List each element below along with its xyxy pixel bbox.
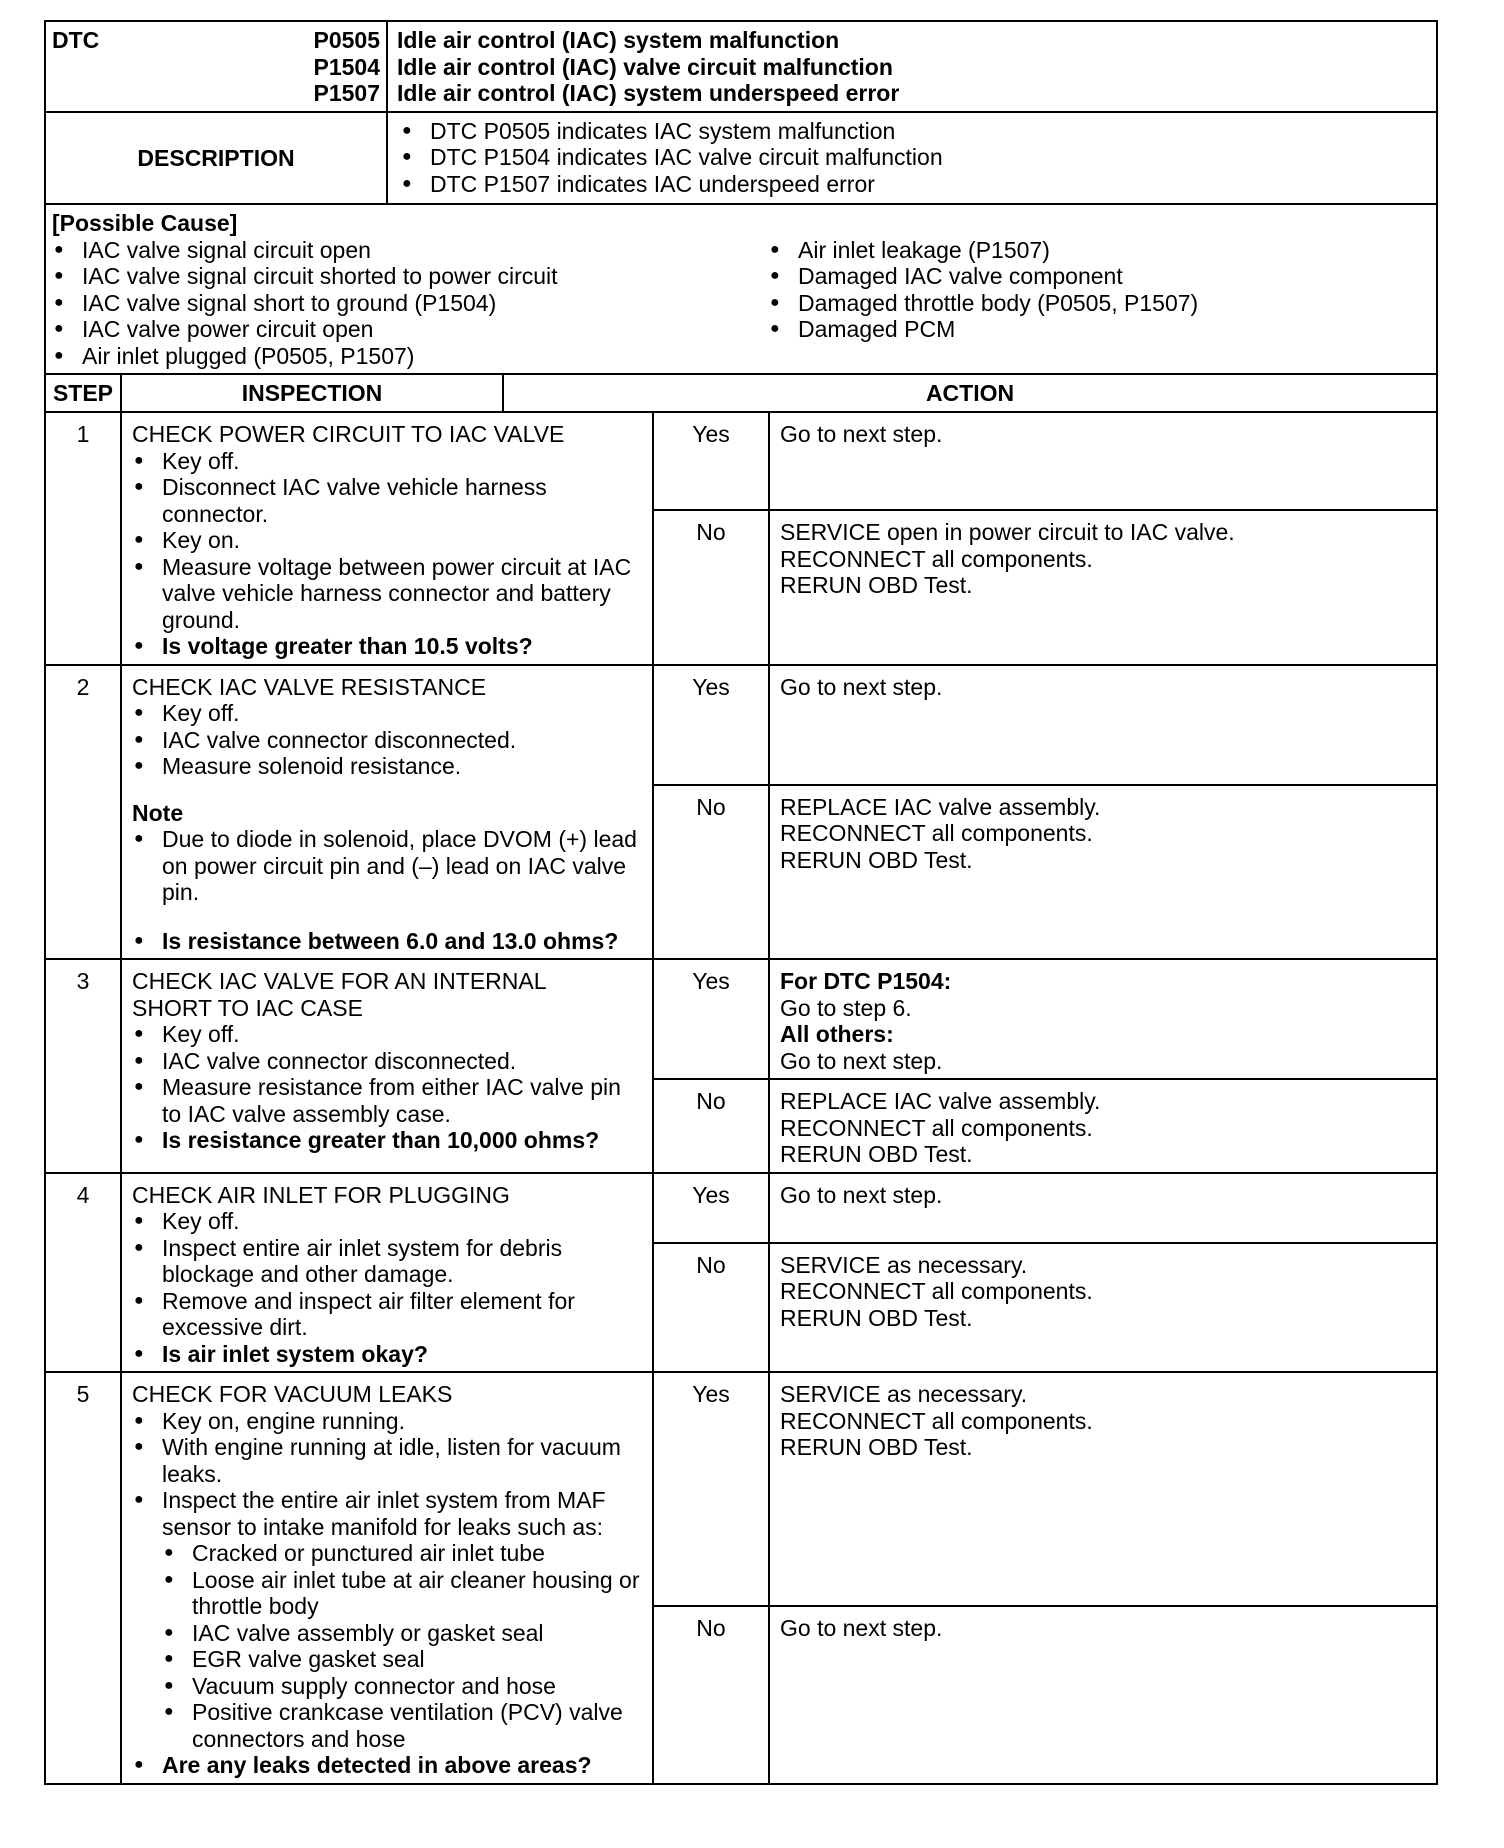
step-question: ● Are any leaks detected in above areas? xyxy=(132,1752,644,1779)
step-item-list xyxy=(132,1208,644,1367)
action-line: SERVICE as necessary. xyxy=(780,1251,1028,1278)
step-3-yes-row xyxy=(45,959,1437,1079)
column-header-action: ACTION xyxy=(503,374,1437,412)
dtc-table xyxy=(44,20,1438,413)
step-title: CHECK POWER CIRCUIT TO IAC VALVE xyxy=(132,421,565,447)
step-title: CHECK IAC VALVE FOR AN INTERNAL xyxy=(132,968,547,994)
step-number: 1 xyxy=(45,412,121,665)
step-item: ● Key off. xyxy=(132,700,644,727)
note-list xyxy=(132,826,644,906)
step-item: ● Remove and inspect air filter element for excessive dirt. xyxy=(132,1288,644,1341)
possible-cause-item: ● Damaged PCM xyxy=(768,316,1408,343)
possible-cause-item: ● Air inlet leakage (P1507) xyxy=(768,237,1408,264)
possible-cause-cell xyxy=(45,204,1437,374)
step-1-yes-row xyxy=(45,412,1437,510)
step-inspection xyxy=(121,412,653,665)
yes-action xyxy=(769,1372,1437,1606)
step-item: ● Measure voltage between power circuit at IAC valve vehicle harness connector and battery ground. xyxy=(132,554,644,634)
possible-cause-item: ● IAC valve power circuit open xyxy=(52,316,768,343)
step-item-list xyxy=(132,448,644,660)
step-item: ● Key off. xyxy=(132,1208,644,1235)
yes-action xyxy=(769,665,1437,785)
yes-label: Yes xyxy=(653,665,769,785)
step-4-yes-row xyxy=(45,1173,1437,1243)
leak-area-item: ● IAC valve assembly or gasket seal xyxy=(162,1620,644,1647)
no-label: No xyxy=(653,510,769,665)
step-2-yes-row xyxy=(45,665,1437,785)
step-5-yes-row xyxy=(45,1372,1437,1606)
step-question: ● Is resistance greater than 10,000 ohms? xyxy=(132,1127,644,1154)
action-line: Go to next step. xyxy=(780,1181,943,1208)
leak-area-item: ● Loose air inlet tube at air cleaner housing or throttle body xyxy=(162,1567,644,1620)
step-title: SHORT TO IAC CASE xyxy=(132,994,363,1021)
leak-area-list xyxy=(162,1540,644,1752)
action-line: REPLACE IAC valve assembly. xyxy=(780,1088,1101,1114)
note-item: ● Due to diode in solenoid, place DVOM (+) lead on power circuit pin and (–) lead on IAC valve pin. xyxy=(132,826,644,906)
step-question: ● Is resistance between 6.0 and 13.0 ohms? xyxy=(132,928,644,955)
dtc-title: Idle air control (IAC) valve circuit malfunction xyxy=(397,53,893,80)
action-line: RERUN OBD Test. xyxy=(780,1141,973,1167)
column-header-inspection: INSPECTION xyxy=(121,374,503,412)
leak-area-item: ● Cracked or punctured air inlet tube xyxy=(162,1540,644,1567)
no-action xyxy=(769,1079,1437,1173)
step-item-list xyxy=(132,1408,644,1541)
action-line: RECONNECT all components. xyxy=(780,820,1093,846)
action-line: SERVICE as necessary. xyxy=(780,1381,1028,1407)
leak-area-item: ● Positive crankcase ventilation (PCV) valve connectors and hose xyxy=(162,1699,644,1752)
step-inspection xyxy=(121,665,653,960)
no-action xyxy=(769,785,1437,960)
column-header-step: STEP xyxy=(45,374,121,412)
step-number: 2 xyxy=(45,665,121,960)
action-line: RECONNECT all components. xyxy=(780,545,1093,572)
dtc-code-cell xyxy=(45,21,387,112)
possible-cause-heading: [Possible Cause] xyxy=(52,210,238,236)
dtc-title: Idle air control (IAC) system underspeed error xyxy=(397,80,900,106)
step-item-list xyxy=(132,1021,644,1154)
possible-cause-item: ● IAC valve signal circuit open xyxy=(52,237,768,264)
dtc-code: P0505 xyxy=(313,27,381,53)
step-item: ● Measure solenoid resistance. xyxy=(132,753,644,780)
step-title: CHECK IAC VALVE RESISTANCE xyxy=(132,673,487,700)
possible-cause-item: ● Damaged throttle body (P0505, P1507) xyxy=(768,290,1408,317)
step-inspection xyxy=(121,1372,653,1784)
description-cell xyxy=(387,112,1437,205)
dtc-code: P1504 xyxy=(313,53,381,80)
step-number: 4 xyxy=(45,1173,121,1373)
step-item: ● Inspect the entire air inlet system from MAF sensor to intake manifold for leaks such as: xyxy=(132,1487,644,1540)
action-heading: All others: xyxy=(780,1021,894,1047)
step-title: CHECK FOR VACUUM LEAKS xyxy=(132,1381,453,1407)
action-line: SERVICE open in power circuit to IAC valve. xyxy=(780,519,1235,545)
possible-cause-item: ● Damaged IAC valve component xyxy=(768,263,1408,290)
yes-label: Yes xyxy=(653,959,769,1079)
step-item: ● Inspect entire air inlet system for debris blockage and other damage. xyxy=(132,1235,644,1288)
action-line: Go to next step. xyxy=(780,1615,943,1641)
note-heading: Note xyxy=(132,799,184,826)
description-item: ● DTC P1507 indicates IAC underspeed error xyxy=(400,171,1428,198)
action-line: Go to next step. xyxy=(780,673,943,700)
yes-label: Yes xyxy=(653,1372,769,1606)
action-line: REPLACE IAC valve assembly. xyxy=(780,793,1101,820)
no-label: No xyxy=(653,1243,769,1373)
yes-label: Yes xyxy=(653,1173,769,1243)
step-item: ● Key off. xyxy=(132,448,644,475)
step-item: ● Key on. xyxy=(132,527,644,554)
yes-action xyxy=(769,959,1437,1079)
no-label: No xyxy=(653,1079,769,1173)
dtc-title: Idle air control (IAC) system malfunction xyxy=(397,27,840,53)
step-item: ● With engine running at idle, listen for vacuum leaks. xyxy=(132,1434,644,1487)
possible-cause-row xyxy=(45,204,1437,374)
no-action xyxy=(769,1606,1437,1784)
description-item: ● DTC P1504 indicates IAC valve circuit malfunction xyxy=(400,144,1428,171)
step-number: 5 xyxy=(45,1372,121,1784)
step-item: ● IAC valve connector disconnected. xyxy=(132,727,644,754)
leak-area-item: ● Vacuum supply connector and hose xyxy=(162,1673,644,1700)
action-line: RERUN OBD Test. xyxy=(780,1434,973,1460)
step-item: ● Disconnect IAC valve vehicle harness connector. xyxy=(132,474,644,527)
action-line: RERUN OBD Test. xyxy=(780,846,973,873)
dtc-code: P1507 xyxy=(313,80,381,106)
steps-table xyxy=(44,411,1438,1785)
possible-cause-item: ● IAC valve signal circuit shorted to power circuit xyxy=(52,263,768,290)
action-line: RECONNECT all components. xyxy=(780,1114,1093,1141)
step-inspection xyxy=(121,959,653,1173)
description-row xyxy=(45,112,1437,205)
step-item: ● IAC valve connector disconnected. xyxy=(132,1048,644,1075)
yes-action xyxy=(769,412,1437,510)
action-line: Go to next step. xyxy=(780,421,943,447)
step-item: ● Key off. xyxy=(132,1021,644,1048)
yes-label: Yes xyxy=(653,412,769,510)
dtc-header-row xyxy=(45,21,1437,112)
description-list xyxy=(400,118,1428,198)
column-header-row xyxy=(45,374,1437,412)
step-item: ● Measure resistance from either IAC valve pin to IAC valve assembly case. xyxy=(132,1074,644,1127)
step-item-list xyxy=(132,700,644,780)
action-line: RERUN OBD Test. xyxy=(780,572,973,598)
step-question: ● Is voltage greater than 10.5 volts? xyxy=(132,633,644,660)
action-line: RECONNECT all components. xyxy=(780,1278,1093,1304)
possible-cause-item: ● Air inlet plugged (P0505, P1507) xyxy=(52,343,768,370)
dtc-label: DTC xyxy=(52,27,100,53)
diagnostic-sheet xyxy=(44,20,1436,1785)
no-label: No xyxy=(653,785,769,960)
leak-area-item: ● EGR valve gasket seal xyxy=(162,1646,644,1673)
no-action xyxy=(769,1243,1437,1373)
step-title: CHECK AIR INLET FOR PLUGGING xyxy=(132,1181,510,1208)
action-line: Go to next step. xyxy=(780,1047,943,1074)
yes-action xyxy=(769,1173,1437,1243)
step-item: ● Key on, engine running. xyxy=(132,1408,644,1435)
no-action xyxy=(769,510,1437,665)
description-item: ● DTC P0505 indicates IAC system malfunction xyxy=(400,118,1428,145)
dtc-code-list xyxy=(314,27,381,107)
possible-cause-list-left xyxy=(52,237,768,370)
possible-cause-list-right xyxy=(768,237,1408,370)
action-line: Go to step 6. xyxy=(780,994,912,1021)
dtc-title-cell xyxy=(387,21,1437,112)
action-heading: For DTC P1504: xyxy=(780,968,952,994)
description-label: DESCRIPTION xyxy=(45,112,387,205)
no-label: No xyxy=(653,1606,769,1784)
action-line: RERUN OBD Test. xyxy=(780,1304,973,1331)
step-question: ● Is air inlet system okay? xyxy=(132,1341,644,1368)
step-number: 3 xyxy=(45,959,121,1173)
step-inspection xyxy=(121,1173,653,1373)
possible-cause-item: ● IAC valve signal short to ground (P1504) xyxy=(52,290,768,317)
action-line: RECONNECT all components. xyxy=(780,1407,1093,1434)
